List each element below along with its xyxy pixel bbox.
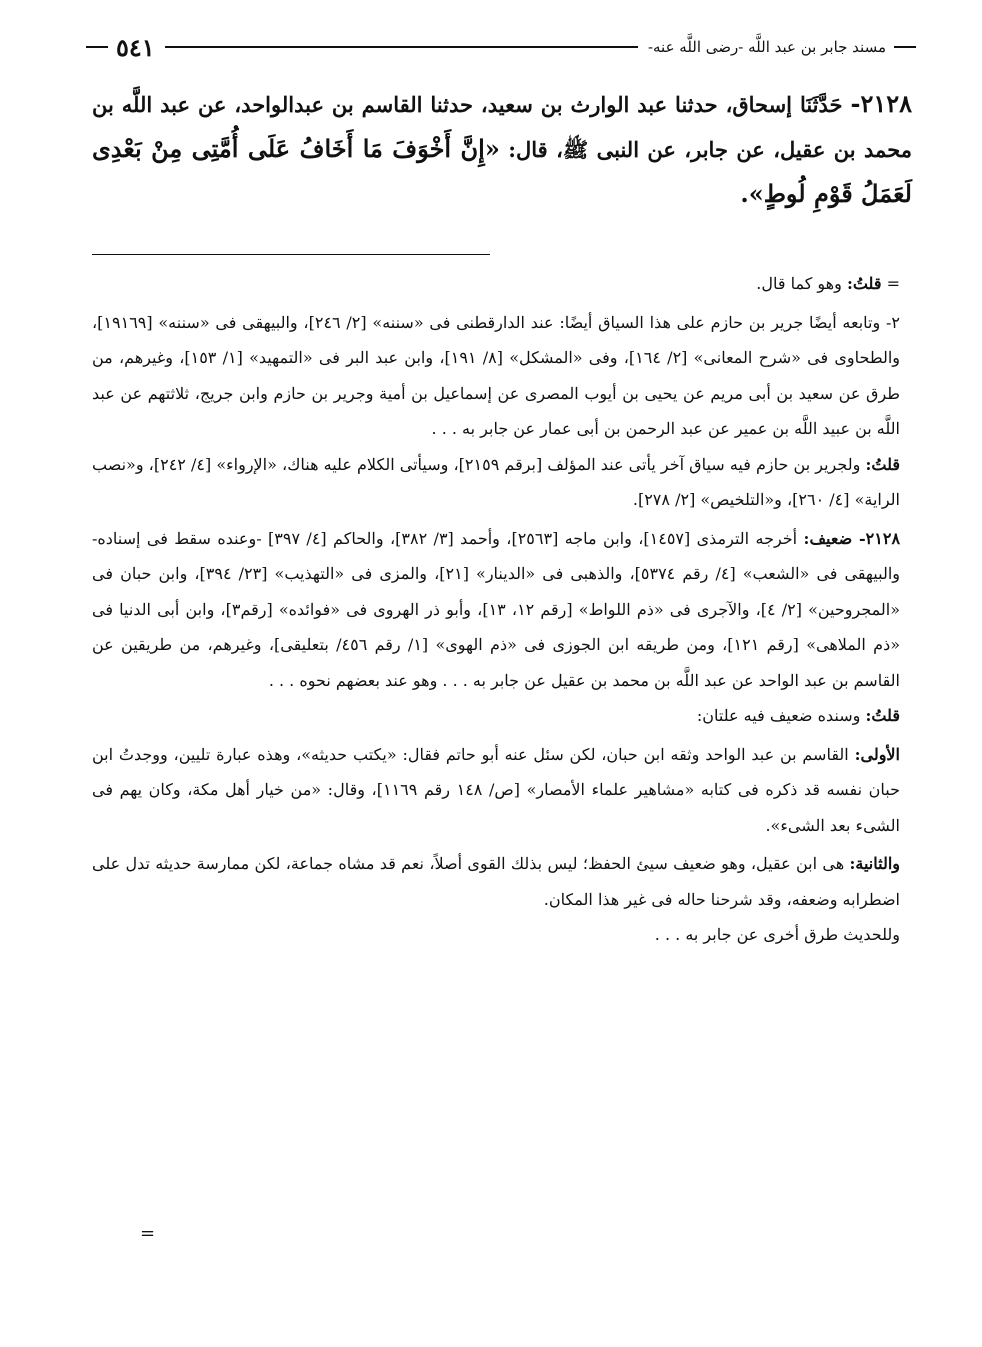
note-label: قلتُ:	[865, 706, 900, 725]
note-paragraph	[92, 698, 900, 734]
hadith-number: ٢١٢٨-	[850, 89, 913, 118]
note-paragraph	[92, 737, 900, 844]
header-rule	[165, 46, 638, 48]
footnotes	[92, 266, 900, 953]
note-label: والثانية:	[849, 854, 900, 873]
note-paragraph	[92, 266, 900, 302]
note-text: وسنده ضعيف فيه علتان:	[696, 706, 861, 725]
header-dash	[894, 46, 916, 48]
header-title: مسند جابر بن عبد اللَّه -رضى اللَّه عنه-	[647, 38, 886, 56]
note-paragraph	[92, 305, 900, 447]
header-dash	[86, 46, 108, 48]
hadith-block	[92, 82, 912, 217]
note-label: ٢١٢٨- ضعيف:	[803, 528, 901, 548]
note-text: وللحديث طرق أخرى عن جابر به . . .	[654, 925, 900, 944]
hadith-text: «إِنَّ أَخْوَفَ مَا أَخَافُ عَلَى أُمَّتِى مِنْ بَعْدِى لَعَمَلُ قَوْمِ لُوطٍ».	[92, 134, 912, 208]
note-text: وهو كما قال.	[756, 274, 842, 293]
continuation-marker: =	[886, 274, 900, 293]
note-paragraph	[92, 846, 900, 917]
footnote-separator	[92, 254, 490, 255]
note-paragraph	[92, 447, 900, 518]
note-text: أخرجه الترمذى [١٤٥٧]، وابن ماجه [٢٥٦٣]، وأحمد [٣/ ٣٨٢]، والحاكم [٤/ ٣٩٧] -وعنده سقط فى إسناده- والبيهقى فى «الشعب» [٤/ رقم ٥٣٧٤]، والذهبى فى «الدينار» [٢١]، والمزى فى «التهذيب» [٢٣/ ٣٩٤]، وابن حبان فى «المجروحين» [٢/ ٤]، والآجرى فى «ذم اللواط» [رقم ١٢، ١٣]، وأبو ذر الهروى فى «فوائده» [رقم٣]، وابن أبى الدنيا فى «ذم الملاهى» [رقم ١٢١]، ومن طريقه ابن الجوزى فى «ذم الهوى» [١/ رقم ٤٥٦/ بتعليقى]، وغيرهم، من طريقين عن القاسم بن عبد الواحد عن عبد اللَّه بن محمد بن عقيل عن جابر به . . . وهو عند بعضهم نحوه . . .	[92, 528, 901, 690]
hadith-chain: حَدَّثَنَا إسحاق، حدثنا عبد الوارث بن سعيد، حدثنا القاسم بن عبدالواحد، عن عبد اللَّه بن محمد بن عقيل، عن جابر، عن النبى ﷺ، قال:	[92, 92, 912, 162]
note-text: القاسم بن عبد الواحد وثقه ابن حبان، لكن سئل عنه أبو حاتم فقال: «يكتب حديثه»، وهذه عبارة تليين، ووجدتُ ابن حبان نفسه قد ذكره فى كتابه «مشاهير علماء الأمصار» [ص/ ١٤٨ رقم ١١٦٩]، وقال: «من خيار أهل مكة، وكان يهم فى الشىء بعد الشىء».	[92, 744, 900, 835]
continuation-marker: =	[140, 1223, 156, 1244]
note-paragraph	[92, 521, 900, 699]
note-text: هى ابن عقيل، وهو ضعيف سيئ الحفظ؛ ليس بذلك القوى أصلاً، نعم قد مشاه جماعة، لكن ممارسة حديثه تدل على اضطرابه وضعفه، وقد شرحنا حاله فى غير هذا المكان.	[92, 854, 900, 909]
note-paragraph	[92, 917, 900, 953]
note-label: الأولى:	[854, 744, 900, 764]
note-text: ٢- وتابعه أيضًا جرير بن حازم على هذا السياق أيضًا: عند الدارقطنى فى «سننه» [٢/ ٢٤٦]، والبيهقى فى «سننه» [١٩١٦٩]، والطحاوى فى «شرح المعانى» [٢/ ١٦٤]، وفى «المشكل» [٨/ ١٩١]، وابن عبد البر فى «التمهيد» [١/ ١٥٣]، وغيرهم، من طرق عن سعيد بن أبى مريم عن يحيى بن أيوب المصرى عن إسماعيل بن أمية وجرير بن حازم وابن جريج، ثلاثتهم عن عبد اللَّه بن عبيد اللَّه بن عمير عن عبد الرحمن بن أبى عمار عن جابر به . . .	[92, 312, 901, 438]
note-label: قلتُ:	[846, 274, 882, 293]
note-text: ولجرير بن حازم فيه سياق آخر يأتى عند المؤلف [برقم ٢١٥٩]، وسيأتى الكلام عليه هناك، «الإرواء» [٤/ ٢٤٢]، و«نصب الراية» [٤/ ٢٦٠]، و«التلخيص» [٢/ ٢٧٨].	[92, 454, 900, 509]
note-label: قلتُ:	[865, 454, 901, 474]
running-header	[86, 30, 916, 64]
page-number: ٥٤١	[116, 32, 155, 62]
